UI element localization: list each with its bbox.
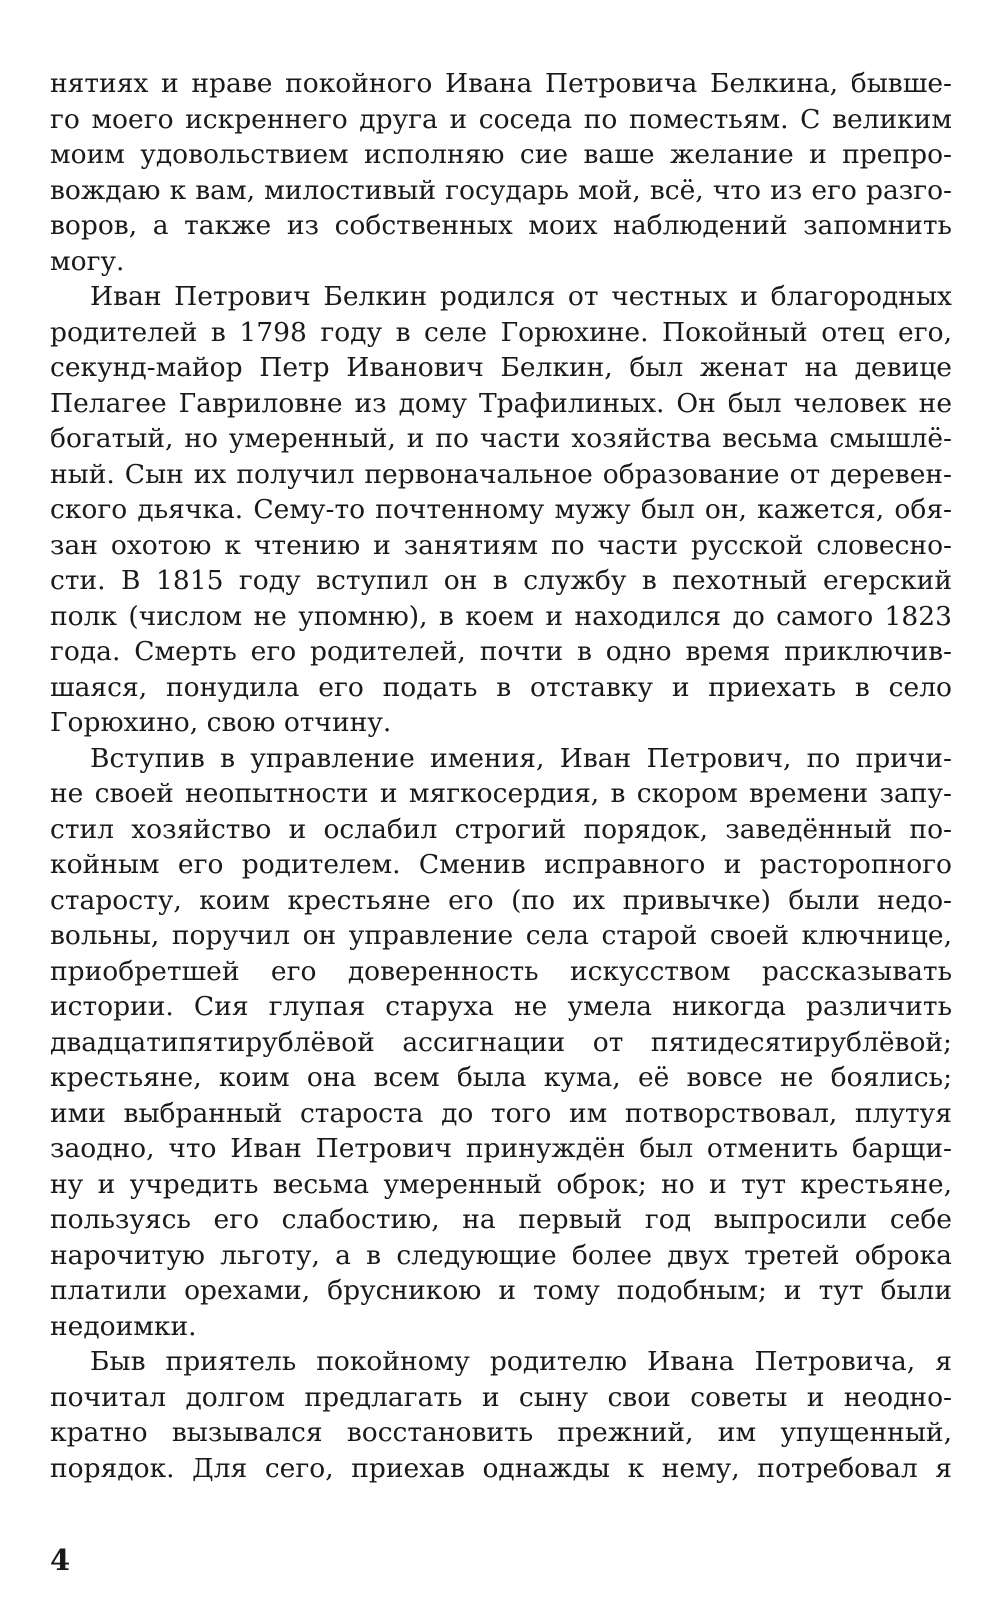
text-line: го моего искреннего друга и соседа по поместьям. С великим (50, 103, 952, 135)
text-line: ского дьячка. Сему-то почтенному мужу был он, кажется, обя- (50, 494, 952, 525)
text-line: богатый, но умеренный, и по части хозяйства весьма смышлё- (50, 423, 952, 454)
text-line: крестьяне, коим она всем была кума, её вовсе не боялись; (50, 1062, 952, 1093)
text-line: Пелагее Гавриловне из дому Трафилиных. Он был человек не (50, 387, 952, 419)
text-line: Вступив в управление имения, Иван Петрович, по причи- (90, 742, 952, 774)
text-line: почитал долгом предлагать и сыну свои советы и неодно- (50, 1381, 952, 1413)
text-line: порядок. Для сего, приехав однажды к нему, потребовал я (50, 1452, 952, 1484)
text-line: платили орехами, брусникою и тому подобным; и тут были (50, 1275, 952, 1306)
text-line: ну и учредить весьма умеренный оброк; но и тут крестьяне, (50, 1168, 952, 1200)
text-line: Горюхино, свою отчину. (50, 707, 392, 738)
text-line: двадцатипятирублёвой ассигнации от пятидесятирублёвой; (50, 1026, 952, 1058)
paragraph-3 (50, 741, 952, 1345)
text-line: шаяся, понудила его подать в отставку и приехать в село (50, 671, 952, 703)
text-line: Быв приятель покойному родителю Ивана Петровича, я (90, 1346, 952, 1377)
text-line: пользуясь его слабостию, на первый год выпросили себе (50, 1204, 952, 1235)
text-line: зан охотою к чтению и занятиям по части русской словесно- (50, 529, 952, 561)
text-line: койным его родителем. Сменив исправного и расторопного (50, 849, 952, 880)
text-line: нарочитую льготу, а в следующие более двух третей оброка (50, 1239, 952, 1271)
text-line: вольны, поручил он управление села старой своей ключнице, (50, 920, 952, 951)
text-line: не своей неопытности и мягкосердия, в скором времени запу- (50, 778, 952, 809)
text-line: стил хозяйство и ослабил строгий порядок, заведённый по- (50, 813, 952, 845)
page-body (50, 66, 952, 1486)
text-line: воров, а также из собственных моих наблюдений запомнить (50, 210, 952, 241)
text-line: секунд-майор Петр Иванович Белкин, был женат на девице (50, 352, 952, 383)
text-line: сти. В 1815 году вступил он в службу в пехотный егерский (50, 565, 952, 596)
text-line: истории. Сия глупая старуха не умела никогда различить (50, 991, 952, 1022)
text-line: родителей в 1798 году в селе Горюхине. Покойный отец его, (50, 316, 952, 348)
paragraph-2 (50, 279, 952, 741)
text-line: могу. (50, 245, 125, 277)
text-line: ими выбранный староста до того им потворствовал, плутуя (50, 1097, 952, 1129)
paragraph-4 (50, 1344, 952, 1486)
text-line: нятиях и нраве покойного Ивана Петровича Белкина, бывше- (50, 68, 952, 99)
text-line: старосту, коим крестьяне его (по их привычке) были недо- (50, 884, 952, 916)
text-line: недоимки. (50, 1310, 197, 1342)
text-line: полк (числом не упомню), в коем и находился до самого 1823 (50, 600, 952, 632)
page-number: 4 (50, 1543, 71, 1577)
text-line: приобретшей его доверенность искусством рассказывать (50, 955, 952, 987)
text-line: Иван Петрович Белкин родился от честных и благородных (90, 281, 952, 312)
text-line: вождаю к вам, милостивый государь мой, всё, что из его разго- (50, 174, 952, 206)
text-line: моим удовольствием исполняю сие ваше желание и препро- (50, 139, 952, 170)
text-line: кратно вызывался восстановить прежний, им упущенный, (50, 1417, 952, 1448)
text-line: заодно, что Иван Петрович принуждён был отменить барщи- (50, 1133, 952, 1164)
text-line: года. Смерть его родителей, почти в одно время приключив- (50, 636, 952, 667)
text-line: ный. Сын их получил первоначальное образование от деревен- (50, 458, 952, 490)
paragraph-1 (50, 66, 952, 279)
